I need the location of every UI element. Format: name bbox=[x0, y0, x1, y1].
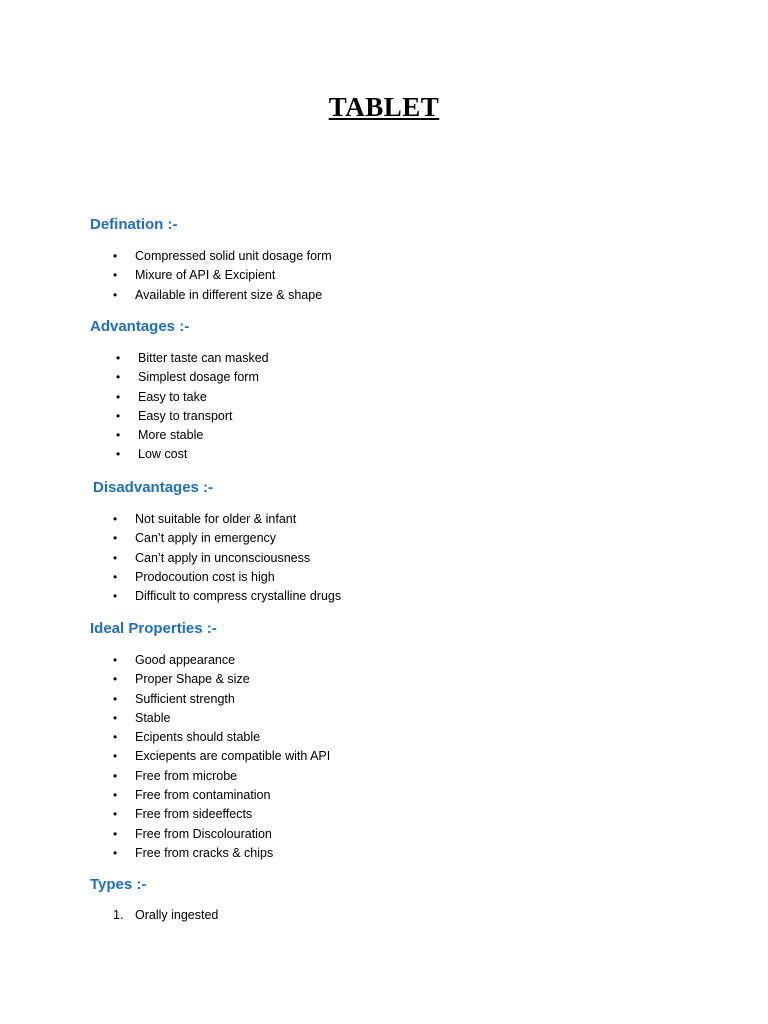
bullet-icon: • bbox=[113, 268, 118, 283]
document-page: TABLET Defination :- • Compressed solid unit dosage form • Mixure of API & Excipient • Available in different size & shape Advantages :- • Bitter taste can masked • Simplest dosage form • Easy to take • Easy to transport • More stable • Low cost Disadvantages :- • Not suitable for older & infant • Can’t apply in emergency • Can’t apply in unconsciousness • Prodocoution cost is high • Difficult to compress crystalline drugs Ideal Properties :- • Good appearance • Proper Shape & size • Sufficient strength • Stable • Ecipents should stable • Exciepents are compatible with API • Free from microbe • Free from contamination • Free from sideeffects • Free from Discolouration • Free from cracks & chips Types :- 1. Orally ingested bbox=[0, 0, 768, 1024]
bullet-icon: • bbox=[113, 710, 118, 725]
bullet-icon: • bbox=[113, 749, 118, 764]
bullet-icon: • bbox=[116, 389, 121, 404]
page-title: TABLET bbox=[328, 92, 440, 122]
bullet-icon: • bbox=[113, 531, 118, 546]
section-heading-ideal-properties: Ideal Properties :- bbox=[90, 620, 217, 637]
bullet-icon: • bbox=[113, 589, 118, 604]
bullet-icon: • bbox=[113, 691, 118, 706]
section-heading-disadvantages: Disadvantages :- bbox=[93, 479, 214, 496]
bullet-icon: • bbox=[113, 768, 118, 783]
bullet-icon: • bbox=[113, 249, 118, 263]
bullet-icon: • bbox=[113, 845, 118, 860]
list-number: 1. bbox=[113, 908, 124, 922]
section-heading-advantages: Advantages :- bbox=[90, 318, 190, 335]
section-heading-types: Types :- bbox=[90, 876, 147, 893]
bullet-icon: • bbox=[113, 512, 118, 526]
bullet-icon: • bbox=[113, 653, 118, 667]
bullet-icon: • bbox=[116, 408, 121, 423]
bullet-icon: • bbox=[113, 550, 118, 565]
bullet-icon: • bbox=[113, 826, 118, 841]
bullet-icon: • bbox=[113, 807, 118, 822]
section-heading-defination: Defination :- bbox=[90, 216, 178, 233]
bullet-icon: • bbox=[116, 447, 121, 462]
bullet-icon: • bbox=[116, 351, 121, 365]
bullet-icon: • bbox=[113, 730, 118, 745]
bullet-icon: • bbox=[113, 788, 118, 803]
bullet-icon: • bbox=[113, 569, 118, 584]
bullet-icon: • bbox=[113, 672, 118, 687]
bullet-icon: • bbox=[116, 370, 121, 385]
bullet-icon: • bbox=[113, 287, 118, 302]
bullet-icon: • bbox=[116, 428, 121, 443]
